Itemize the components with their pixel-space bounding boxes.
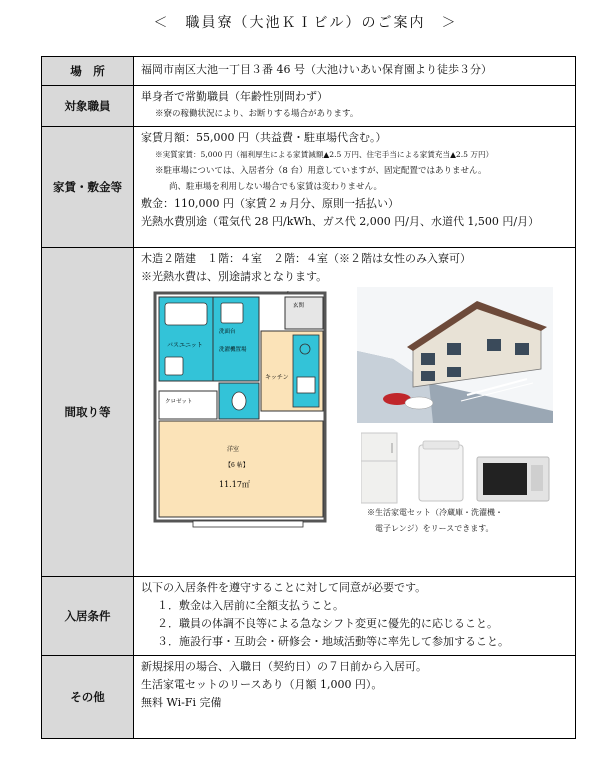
row-conditions xyxy=(42,577,576,656)
conditions-intro: 以下の入居条件を遵守することに対して同意が必要です。 xyxy=(141,581,427,594)
condition-item: ３．施設行事・互助会・研修会・地域活動等に率先して参加すること。 xyxy=(157,635,509,648)
rent-monthly: 家賃月額：55,000 円（共益費・駐車場代含む。） xyxy=(141,131,387,144)
condition-item: １．敷金は入居前に全額支払うこと。 xyxy=(157,599,344,612)
eligible-note: ※寮の稼働状況により、お断りする場合があります。 xyxy=(155,109,359,119)
location-value: 福岡市南区大池一丁目３番 46 号（大池けいあい保育園より徒歩３分） xyxy=(141,63,492,76)
rent-note-actual: ※実質家賃：5,000 円（福利厚生による家賃減額▲2.5 万円、住宅手当による家賃充当▲2.5 万円） xyxy=(155,150,494,159)
row-location xyxy=(42,57,576,86)
location-header: 場 所 xyxy=(42,57,134,86)
appliance-note-line-2: 電子レンジ）をリースできます。 xyxy=(375,524,494,533)
plan-laundry-label: 洗濯機置場 xyxy=(219,347,247,353)
appliance-note xyxy=(367,505,503,537)
plan-vanity-label: 洗面台 xyxy=(219,329,236,335)
plan-kitchen-label: キッチン xyxy=(265,374,289,381)
other-line: 生活家電セットのリースあり（月額 1,000 円）。 xyxy=(141,678,383,691)
rent-utilities: 光熱水費別途（電気代 28 円/kWh、ガス代 2,000 円/月、水道代 1,500 円/月） xyxy=(141,215,540,228)
plan-bath-label: バスユニット xyxy=(167,342,203,349)
other-header: その他 xyxy=(42,656,134,739)
plan-room-area: 11.17㎡ xyxy=(219,480,250,489)
conditions-header: 入居条件 xyxy=(42,577,134,656)
rent-deposit: 敷金：110,000 円（家賃２ヵ月分、原則一括払い） xyxy=(141,197,399,210)
condition-item: ２．職員の体調不良等による急なシフト変更に優先的に応じること。 xyxy=(157,617,498,630)
plan-closet-label: クロゼット xyxy=(165,399,193,405)
row-layout xyxy=(42,248,576,577)
eligible-value: 単身者で常勤職員（年齢性別問わず） xyxy=(141,90,328,103)
layout-structure: 木造２階建 １階：４室 ２階：４室（※２階は女性のみ入寮可） xyxy=(141,252,471,265)
other-line: 新規採用の場合、入職日（契約日）の７日前から入居可。 xyxy=(141,660,427,673)
rent-note-parking-2: 尚、駐車場を利用しない場合でも家賃は変わりません。 xyxy=(169,182,383,192)
layout-utility-note: ※光熱水費は、別途請求となります。 xyxy=(141,270,328,283)
info-table xyxy=(41,56,576,739)
appliance-set-image xyxy=(361,431,553,505)
row-rent xyxy=(42,127,576,248)
building-photo xyxy=(357,287,553,423)
layout-header: 間取り等 xyxy=(42,248,134,577)
plan-room-size: 【6 帖】 xyxy=(225,462,249,469)
page-title: ＜ 職員寮（大池ＫＩビル）のご案内 ＞ xyxy=(153,15,458,31)
eligible-header: 対象職員 xyxy=(42,86,134,127)
floor-plan xyxy=(153,291,349,537)
other-line: 無料 Wi-Fi 完備 xyxy=(141,696,222,709)
plan-entrance-label: 玄関 xyxy=(293,303,305,309)
appliance-note-line-1: ※生活家電セット（冷蔵庫・洗濯機・ xyxy=(367,508,503,517)
rent-header: 家賃・敷金等 xyxy=(42,127,134,248)
rent-note-parking: ※駐車場については、入居者分（8 台）用意していますが、固定配置ではありません。 xyxy=(155,166,487,176)
row-eligible xyxy=(42,86,576,127)
row-other xyxy=(42,656,576,739)
plan-room-label: 洋室 xyxy=(227,446,240,453)
